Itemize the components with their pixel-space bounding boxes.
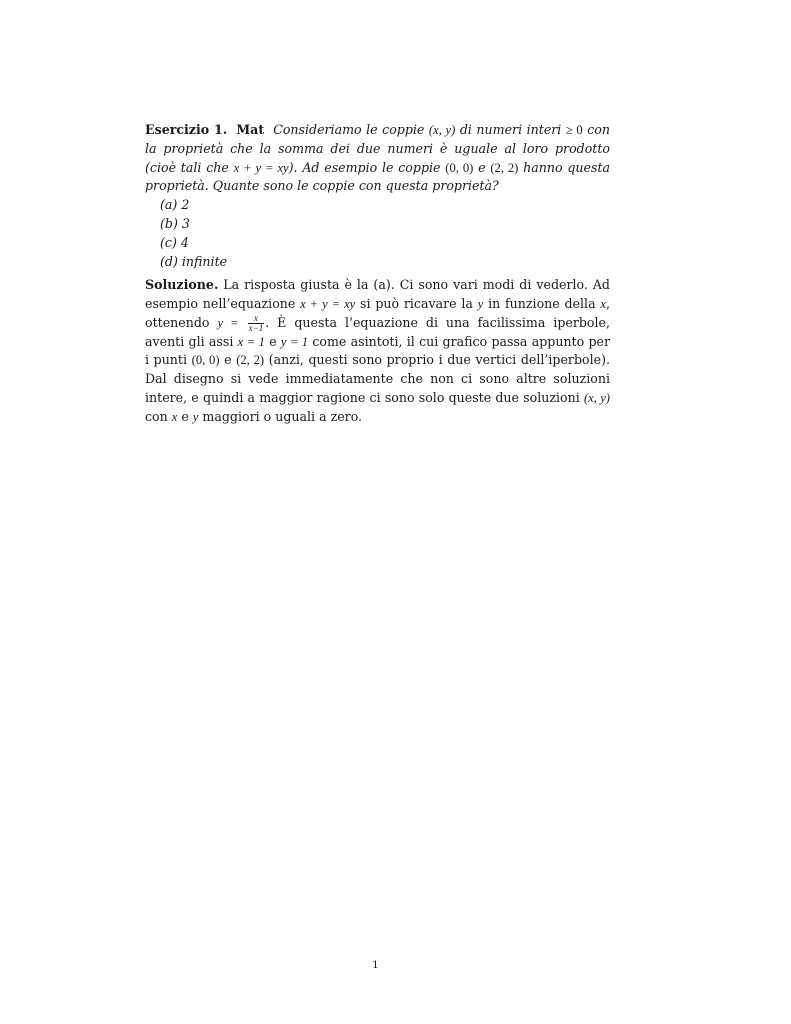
math-pair: (2, 2) — [236, 353, 265, 368]
exercise-text-part: hanno questa proprietà. Quante sono le coppie con questa proprietà? — [145, 159, 611, 194]
solution-text-part: e — [264, 333, 281, 349]
math-pair: (x, y) — [583, 391, 610, 406]
math-pair: (0, 0) — [191, 353, 220, 368]
exercise-text-part: Consideriamo le coppie — [273, 122, 429, 137]
solution-text-part: . È questa l’equazione di una facilissima iperbole, aventi gli assi — [145, 314, 610, 349]
math-equation: x + y = xy — [233, 160, 289, 175]
exercise-text-part: di numeri interi — [455, 122, 566, 137]
option-c: (c) 4 — [160, 234, 189, 250]
fraction-numerator: x — [248, 314, 265, 324]
solution-text-part: si può ricavare la — [355, 295, 478, 311]
solution-text-part: e — [177, 408, 193, 424]
exercise-block — [145, 121, 610, 271]
exercise-subject: Mat — [236, 122, 265, 137]
math-var: y — [192, 409, 199, 424]
math-fraction — [248, 314, 265, 333]
exercise-text-part: con la proprietà che la somma dei due numeri è uguale al loro prodotto (cioè tali che — [145, 122, 610, 175]
math-var: y — [477, 296, 484, 311]
math-equation: y = — [217, 315, 239, 330]
solution-text-part: , ottenendo — [145, 295, 610, 330]
math-pair: (2, 2) — [490, 160, 519, 175]
page-number: 1 — [372, 959, 379, 971]
answer-options — [145, 196, 610, 271]
fraction-denominator: x−1 — [248, 322, 264, 333]
solution-text-part: in funzione della — [483, 295, 601, 311]
exercise-heading: Esercizio 1. — [145, 122, 228, 137]
solution-text-part: con — [145, 408, 172, 424]
solution-text-part: e — [219, 352, 237, 368]
exercise-text-part: e — [473, 159, 491, 175]
option-b: (b) 3 — [160, 215, 190, 231]
math-inequality: ≥ 0 — [565, 123, 583, 137]
math-var: x — [600, 296, 606, 311]
math-var: x — [171, 409, 178, 424]
math-equation: y = 1 — [280, 334, 309, 349]
math-equation: x + y = xy — [300, 296, 356, 311]
math-pair: (x, y) — [428, 123, 456, 137]
solution-text-part: come asintoti, il cui grafico passa appunto per i punti — [145, 333, 611, 368]
solution-block — [145, 276, 610, 427]
exercise-statement — [145, 121, 610, 196]
option-a: (a) 2 — [160, 197, 190, 213]
math-equation: x = 1 — [237, 334, 265, 349]
solution-text-part: maggiori o uguali a zero. — [198, 408, 363, 424]
solution-text-part: La risposta giusta è la (a). Ci sono vari modi di vederlo. Ad esempio nell’equazione — [145, 277, 610, 311]
exercise-text-part: ). Ad esempio le coppie — [288, 159, 446, 175]
solution-heading: Soluzione. — [145, 277, 219, 292]
math-pair: (0, 0) — [445, 160, 474, 175]
solution-text-part: (anzi, questi sono proprio i due vertici dell’iperbole). Dal disegno si vede immediatamente che non ci sono altre soluzioni intere, e quindi a maggior ragione ci sono solo queste due soluzioni — [145, 352, 610, 406]
option-d: (d) infinite — [160, 253, 228, 269]
